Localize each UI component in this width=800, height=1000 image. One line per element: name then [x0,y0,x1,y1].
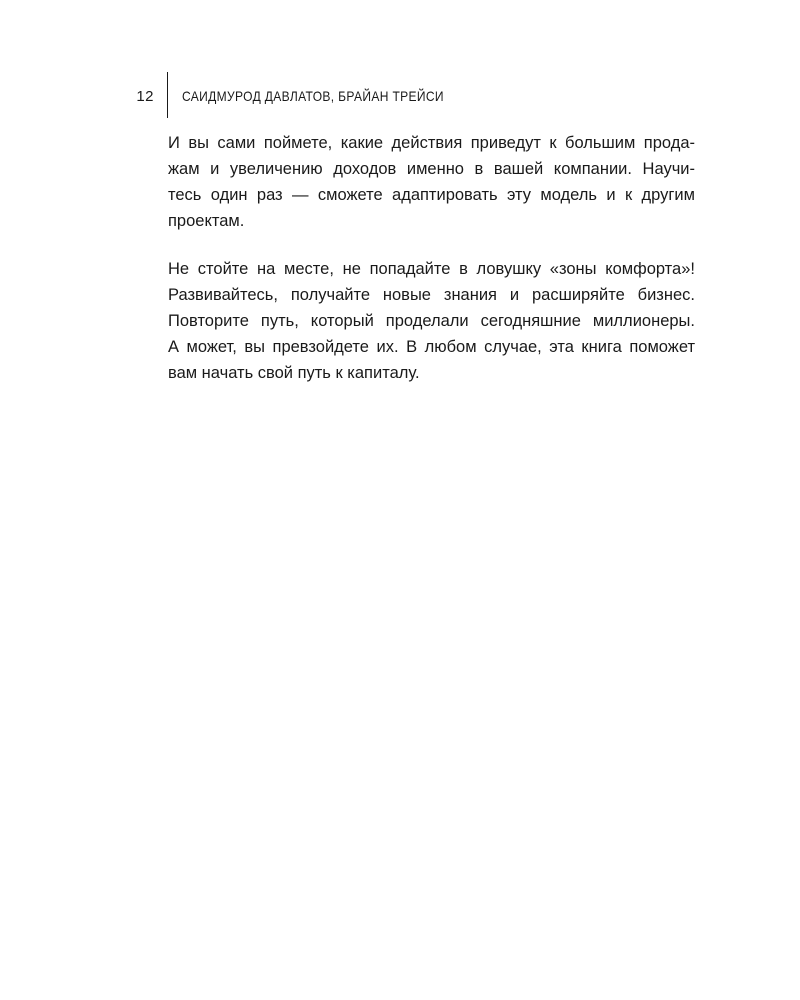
paragraph [168,130,695,234]
header-divider [167,72,168,118]
text-line: А может, вы превзойдете их. В любом случае, эта книга поможет [168,338,695,356]
text-line: Не стойте на месте, не попадайте в ловушку «зоны комфорта»! [168,260,695,278]
text-line: И вы сами поймете, какие действия приведут к большим прода- [168,134,695,152]
text-line: Повторите путь, который проделали сегодняшние миллионеры. [168,312,695,330]
running-header [0,72,800,120]
page-number: 12 [136,88,154,105]
text-line: жам и увеличению доходов именно в вашей компании. Научи- [168,160,695,178]
running-title: САИДМУРОД ДАВЛАТОВ, БРАЙАН ТРЕЙСИ [182,88,444,104]
paragraph [168,256,695,386]
text-line: тесь один раз — сможете адаптировать эту модель и к другим [168,186,695,204]
text-line: вам начать свой путь к капиталу. [168,364,420,382]
text-line: проектам. [168,212,245,230]
body-text [168,130,695,408]
text-line: Развивайтесь, получайте новые знания и расширяйте бизнес. [168,286,695,304]
